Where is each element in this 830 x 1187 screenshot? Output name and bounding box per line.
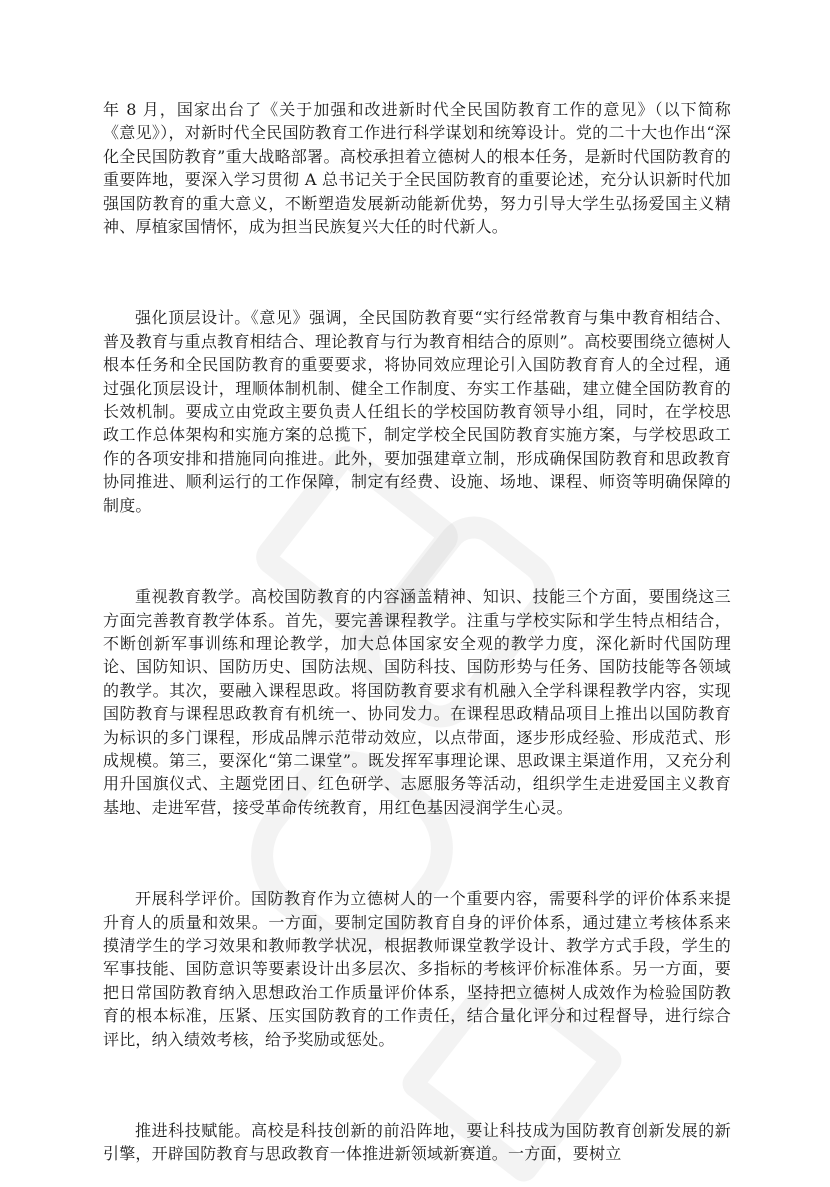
paragraph-gap bbox=[103, 238, 731, 306]
document-body bbox=[103, 98, 731, 1166]
paragraph-top-level-design: 强化顶层设计。《意见》强调，全民国防教育要“实行经常教育与集中教育相结合、普及教育与重点教育相结合、理论教育与行为教育相结合的原则”。高校要围绕立德树人根本任务和全民国防教育的重要要求，将协同效应理论引入国防教育育人的全过程，通过强化顶层设计，理顺体制机制、健全工作制度、夯实工作基础，建立健全国防教育的长效机制。要成立由党政主要负责人任组长的学校国防教育领导小组，同时，在学校思政工作总体架构和实施方案的总揽下，制定学校全民国防教育实施方案，与学校思政工作的各项安排和措施同向推进。此外，要加强建章立制，形成确保国防教育和思政教育协同推进、顺利运行的工作保障，制定有经费、设施、场地、课程、师资等明确保障的制度。 bbox=[103, 308, 731, 515]
paragraph-gap bbox=[103, 517, 731, 585]
paragraph-intro: 年 8 月，国家出台了《关于加强和改进新时代全民国防教育工作的意见》（以下简称《意见》），对新时代全民国防教育工作进行科学谋划和统筹设计。党的二十大也作出“深化全民国防教育”重大战略部署。高校承担着立德树人的根本任务，是新时代国防教育的重要阵地，要深入学习贯彻 A 总书记关于全民国防教育的重要论述，充分认识新时代加强国防教育的重大意义，不断塑造发展新动能新优势，努力引导大学生弘扬爱国主义精神、厚植家国情怀，成为担当民族复兴大任的时代新人。 bbox=[103, 100, 731, 237]
paragraph-teaching: 重视教育教学。高校国防教育的内容涵盖精神、知识、技能三个方面，要围绕这三方面完善教育教学体系。首先，要完善课程教学。注重与学校实际和学生特点相结合，不断创新军事训练和理论教学，加大总体国家安全观的教学力度，深化新时代国防理论、国防知识、国防历史、国防法规、国防科技、国防形势与任务、国防技能等各领域的教学。其次，要融入课程思政。将国防教育要求有机融入全学科课程教学内容，实现国防教育与课程思政教育有机统一、协同发力。在课程思政精品项目上推出以国防教育为标识的多门课程，形成品牌示范带动效应，以点带面，逐步形成经验、形成范式、形成规模。第三，要深化“第二课堂”。既发挥军事理论课、思政课主渠道作用，又充分利用升国旗仪式、主题党团日、红色研学、志愿服务等活动，组织学生走进爱国主义教育基地、走进军营，接受革命传统教育，用红色基因浸润学生心灵。 bbox=[103, 587, 731, 817]
paragraph-gap bbox=[103, 1051, 731, 1119]
paragraph-gap bbox=[103, 819, 731, 887]
paragraph-evaluation: 开展科学评价。国防教育作为立德树人的一个重要内容，需要科学的评价体系来提升育人的质量和效果。一方面，要制定国防教育自身的评价体系，通过建立考核体系来摸清学生的学习效果和教师教学状况，根据教师课堂教学设计、教学方式手段，学生的军事技能、国防意识等要素设计出多层次、多指标的考核评价标准体系。另一方面，要把日常国防教育纳入思想政治工作质量评价体系，坚持把立德树人成效作为检验国防教育的根本标准，压紧、压实国防教育的工作责任，结合量化评分和过程督导，进行综合评比，纳入绩效考核，给予奖励或惩处。 bbox=[103, 889, 731, 1049]
paragraph-technology: 推进科技赋能。高校是科技创新的前沿阵地，要让科技成为国防教育创新发展的新引擎，开辟国防教育与思政教育一体推进新领域新赛道。一方面，要树立 bbox=[103, 1121, 731, 1164]
